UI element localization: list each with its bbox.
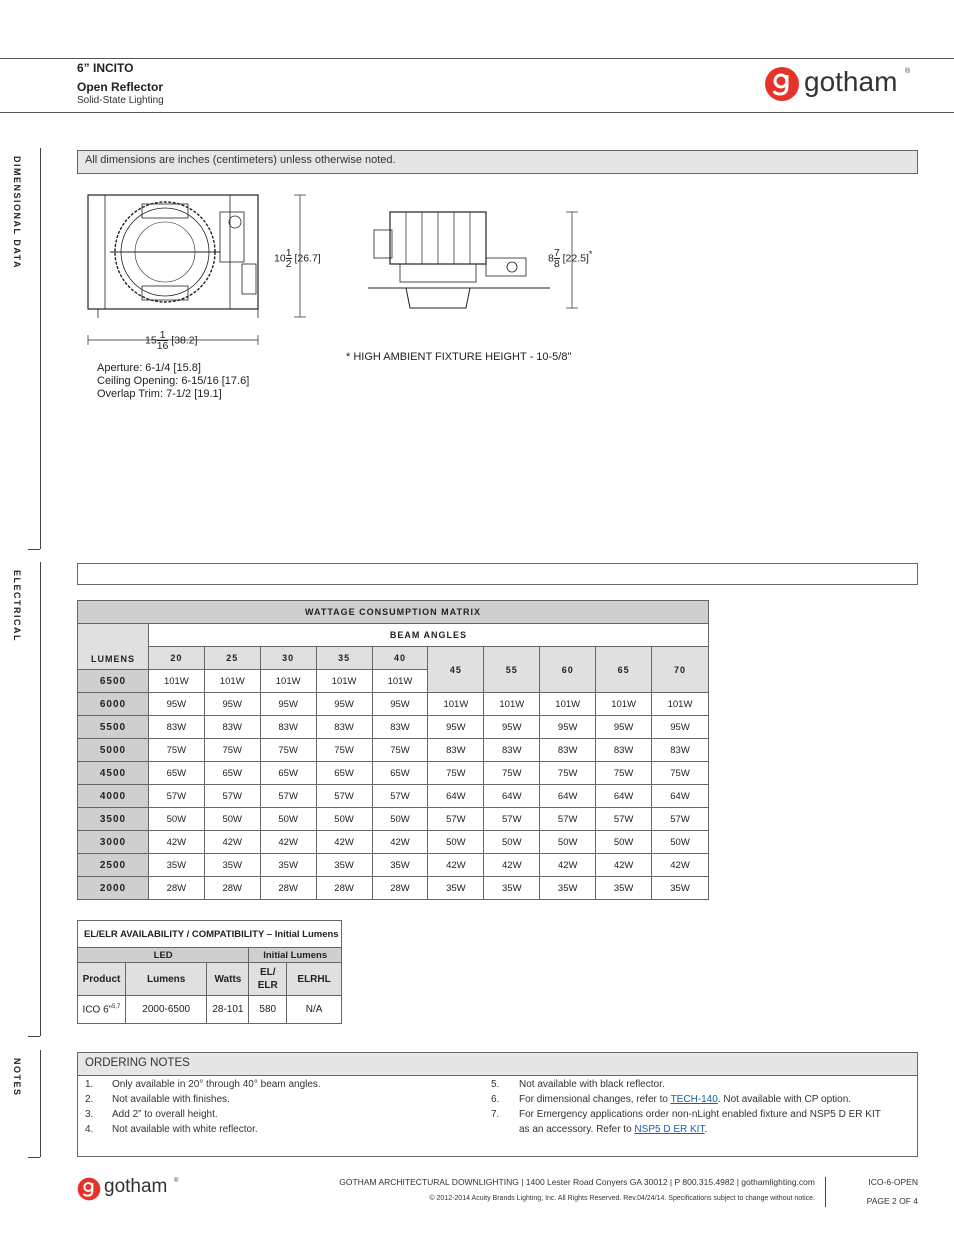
- footer-address: GOTHAM ARCHITECTURAL DOWNLIGHTING | 1400 Lester Road Conyers GA 30012 | P 800.315.4982 | gothamlighting.com: [339, 1177, 815, 1187]
- gotham-logo-icon: [77, 1177, 101, 1201]
- list-item: 6. For dimensional changes, refer to TECH-140. Not available with CP option.: [491, 1094, 852, 1105]
- wattage-matrix-body: [78, 693, 709, 900]
- side-height-dimension: 8 $\frac{7}{8}$ [22.5]*: [548, 247, 593, 270]
- table-row: 2500 35W 35W 35W 35W 35W 42W 42W 42W 42W 42W: [78, 854, 709, 877]
- side-section-electrical: [0, 562, 41, 1036]
- list-item: 7. For Emergency applications order non-nLight enabled fixture and NSP5 D ER KIT: [491, 1109, 881, 1120]
- initial-lumens-group-header: Initial Lumens: [249, 948, 342, 963]
- col-el-elr: EL/ ELR: [249, 963, 287, 996]
- header-top-rule: [0, 58, 954, 59]
- product-name: 6” INCITO: [77, 61, 134, 75]
- side-section-dimensional: [0, 148, 41, 549]
- angle-header: 25: [204, 647, 260, 670]
- nsp5-kit-link[interactable]: NSP5 D ER KIT: [634, 1124, 705, 1135]
- footer-copyright: © 2012-2014 Acuity Brands Lighting, Inc. All Rights Reserved. Rev.04/24/14. Specifications subject to change without notice.: [429, 1195, 815, 1202]
- table-row: 4000 57W 57W 57W 57W 57W 64W 64W 64W 64W 64W: [78, 785, 709, 808]
- col-product: Product: [78, 963, 126, 996]
- footer-logo: gotham ®: [77, 1176, 187, 1202]
- footer-page-number: PAGE 2 OF 4: [866, 1196, 918, 1206]
- table-row: 3000 42W 42W 42W 42W 42W 50W 50W 50W 50W 50W: [78, 831, 709, 854]
- table-row: ICO 6”$^{5,7}$ 2000-6500 28-101 580 N/A: [78, 996, 342, 1024]
- el-elr-table: [77, 920, 342, 1024]
- angle-header: 60: [540, 647, 596, 693]
- header-logo: [764, 66, 914, 102]
- list-item: 4. Not available with white reflector.: [85, 1124, 258, 1135]
- list-item: 2. Not available with finishes.: [85, 1094, 230, 1105]
- wattage-matrix-table: [77, 600, 709, 900]
- ordering-notes-title: ORDERING NOTES: [77, 1052, 918, 1076]
- list-item: 3. Add 2” to overall height.: [85, 1109, 218, 1120]
- side-label-electrical: ELECTRICAL: [12, 570, 22, 642]
- wattage-matrix-title: WATTAGE CONSUMPTION MATRIX: [78, 601, 709, 624]
- table-row: 5500 83W 83W 83W 83W 83W 95W 95W 95W 95W 95W: [78, 716, 709, 739]
- list-item: 1. Only available in 20° through 40° beam angles.: [85, 1079, 321, 1090]
- table-row: 6000 95W 95W 95W 95W 95W 101W 101W 101W 101W 101W: [78, 693, 709, 716]
- aperture-specs: Aperture: 6-1/4 [15.8] Ceiling Opening: 6-15/16 [17.6] Overlap Trim: 7-1/2 [19.1]: [97, 362, 250, 400]
- angle-header: 70: [652, 647, 709, 693]
- product-subtitle: Open Reflector: [77, 80, 164, 94]
- table-row: 2000 28W 28W 28W 28W 28W 35W 35W 35W 35W 35W: [78, 877, 709, 900]
- side-label-notes: NOTES: [12, 1058, 22, 1097]
- side-view-drawing: [360, 200, 580, 320]
- list-item: 5. Not available with black reflector.: [491, 1079, 665, 1090]
- plan-view-drawing: [80, 190, 320, 350]
- high-ambient-note: * HIGH AMBIENT FIXTURE HEIGHT - 10-5/8": [346, 351, 572, 363]
- table-row: 5000 75W 75W 75W 75W 75W 83W 83W 83W 83W 83W: [78, 739, 709, 762]
- angle-header: 65: [596, 647, 652, 693]
- lumens-header: LUMENS: [78, 624, 149, 670]
- col-elrhl: ELRHL: [287, 963, 342, 996]
- angle-header: 55: [484, 647, 540, 693]
- tech-140-link[interactable]: TECH-140: [670, 1094, 718, 1105]
- el-elr-title: EL/ELR AVAILABILITY / COMPATIBILITY – Initial Lumens: [78, 921, 342, 948]
- col-watts: Watts: [207, 963, 249, 996]
- angle-header: 40: [372, 647, 428, 670]
- col-lumens: Lumens: [125, 963, 207, 996]
- list-item: as an accessory. Refer to NSP5 D ER KIT.: [519, 1124, 708, 1135]
- side-label-dimensional: DIMENSIONAL DATA: [12, 156, 22, 269]
- product-category: Solid-State Lighting: [77, 95, 164, 106]
- footer-doc-code: ICO-6-OPEN: [868, 1177, 918, 1187]
- angle-header: 35: [316, 647, 372, 670]
- angle-header: 45: [428, 647, 484, 693]
- plan-width-dimension: 15 $\frac{1}{16}$ [38.2]: [145, 329, 198, 352]
- angle-header: 20: [148, 647, 204, 670]
- footer-divider: [825, 1177, 826, 1207]
- beam-angles-header: BEAM ANGLES: [148, 624, 708, 647]
- table-row: 6500 101W 101W 101W 101W 101W: [78, 670, 709, 693]
- angle-header: 30: [260, 647, 316, 670]
- electrical-banner: [77, 563, 918, 585]
- brand-name: gotham: [804, 66, 898, 97]
- header-bottom-rule: [0, 112, 954, 113]
- dimension-note-banner: All dimensions are inches (centimeters) unless otherwise noted.: [77, 150, 918, 174]
- brand-registered: ®: [905, 68, 911, 75]
- gotham-logo-icon: [764, 66, 800, 102]
- plan-height-dimension: 10 $\frac{1}{2}$ [26.7]: [274, 247, 321, 270]
- led-group-header: LED: [78, 948, 249, 963]
- footer-brand-name: gotham: [104, 1176, 168, 1197]
- table-row: 3500 50W 50W 50W 50W 50W 57W 57W 57W 57W 57W: [78, 808, 709, 831]
- side-section-notes: [0, 1050, 41, 1157]
- table-row: 4500 65W 65W 65W 65W 65W 75W 75W 75W 75W 75W: [78, 762, 709, 785]
- ordering-notes-list: [85, 1077, 915, 1155]
